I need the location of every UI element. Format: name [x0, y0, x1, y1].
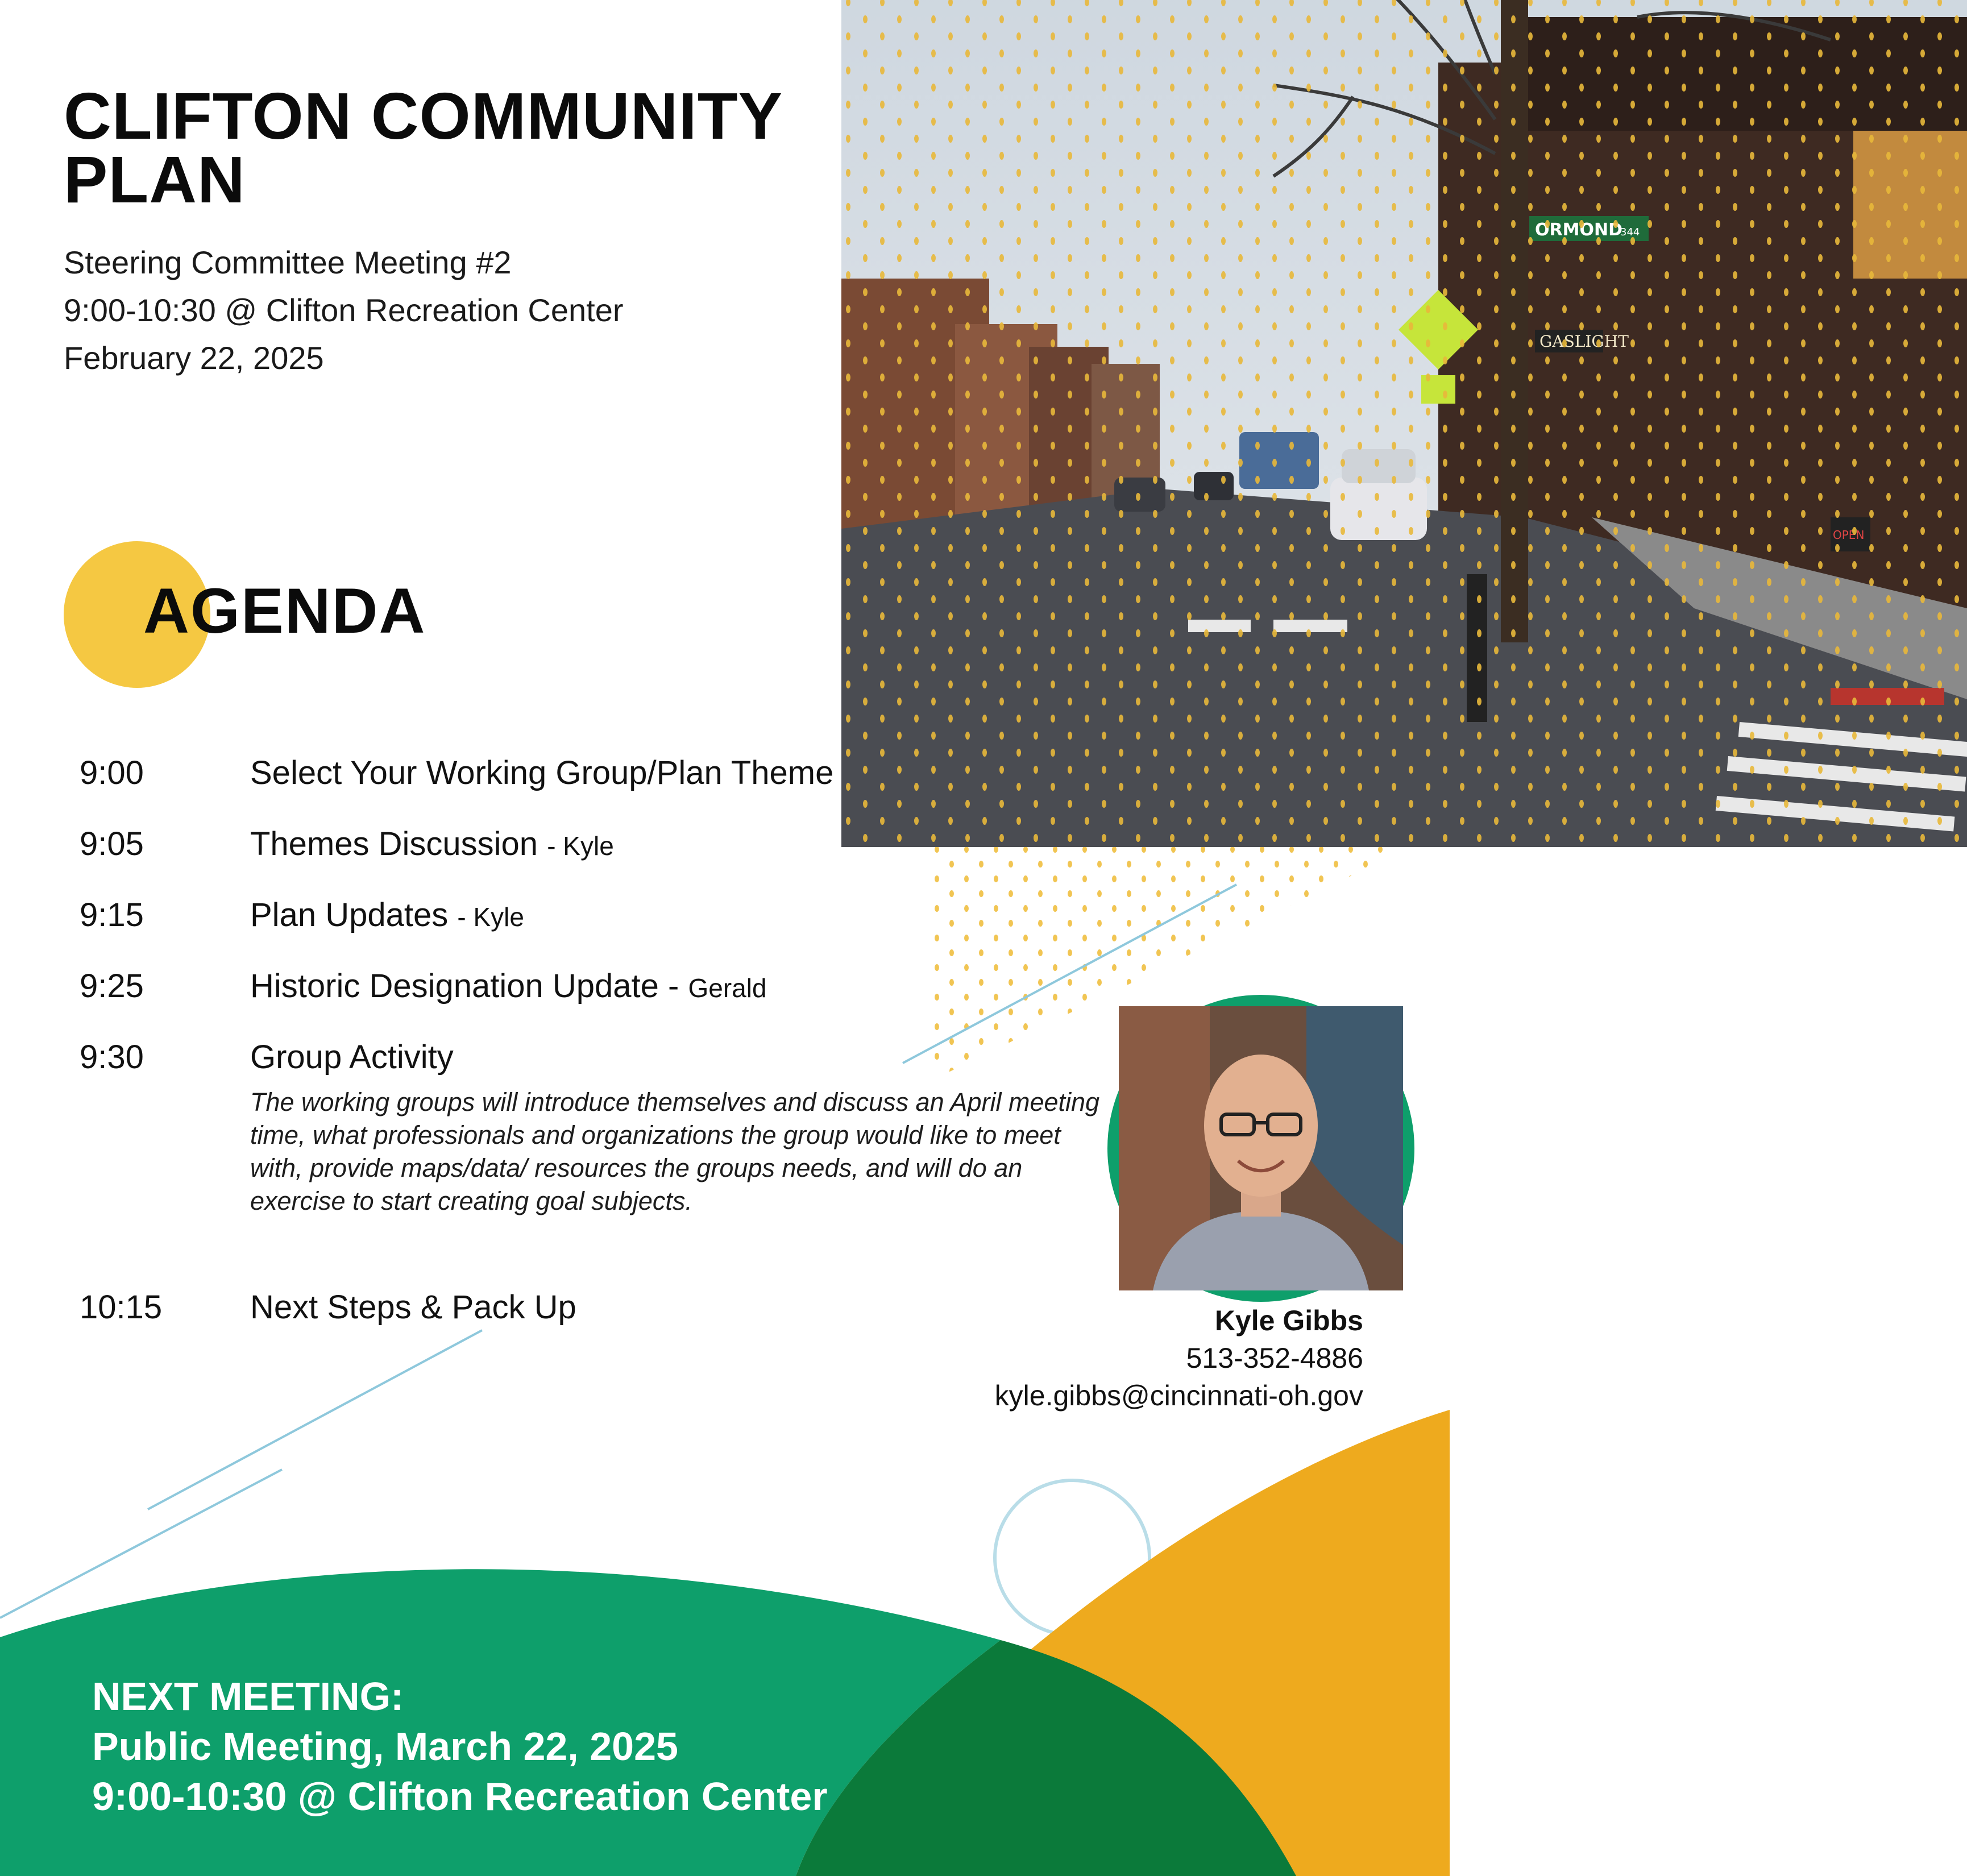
contact-email[interactable]: kyle.gibbs@cincinnati-oh.gov: [994, 1380, 1363, 1412]
agenda-presenter: - Kyle: [547, 831, 614, 861]
street-photo: [841, 0, 1967, 847]
title-line: CLIFTON COMMUNITY: [64, 79, 783, 153]
agenda-title: [250, 750, 833, 796]
next-meeting-date: Public Meeting, March 22, 2025: [92, 1724, 678, 1769]
agenda-title: [250, 964, 767, 1011]
accent-line: [148, 1330, 482, 1509]
next-meeting-label: NEXT MEETING:: [92, 1674, 404, 1719]
contact-photo: [1119, 1006, 1403, 1290]
meeting-name: Steering Committee Meeting #2: [64, 244, 512, 280]
agenda-time: 9:15: [80, 897, 144, 933]
agenda-title-text: Plan Updates: [250, 897, 449, 933]
agenda-time: 9:05: [80, 825, 144, 862]
agenda-time: 9:30: [80, 1039, 144, 1076]
contact-info: [995, 1302, 1363, 1414]
meeting-time-location: 9:00-10:30 @ Clifton Recreation Center: [64, 292, 624, 328]
contact-phone[interactable]: 513-352-4886: [1186, 1342, 1363, 1374]
agenda-title-text: Historic Designation Update -: [250, 968, 679, 1005]
agenda-presenter: Gerald: [688, 973, 767, 1003]
agenda-description: The working groups will introduce themselves and discuss an April meeting time, what professionals and organizations the group would like to meet with, provide maps/data/ resources the groups needs, and will do an exercise to start creating goal subjects.: [250, 1088, 1100, 1215]
agenda-title-text: Next Steps & Pack Up: [250, 1289, 576, 1326]
page-title: [64, 79, 860, 217]
agenda-title: [250, 1035, 454, 1080]
next-meeting: [92, 1671, 828, 1821]
meeting-details: [64, 239, 623, 382]
agenda-title-text: Select Your Working Group/Plan Theme: [250, 754, 834, 791]
meeting-date: February 22, 2025: [64, 340, 324, 376]
agenda-title-text: Group Activity: [250, 1039, 454, 1076]
agenda-title: [250, 1285, 576, 1330]
agenda-title-text: Themes Discussion: [250, 825, 538, 862]
contact-name: Kyle Gibbs: [1214, 1305, 1363, 1337]
agenda-presenter: - Kyle: [457, 902, 524, 932]
agenda-title: [250, 893, 524, 940]
agenda-heading: AGENDA: [143, 575, 426, 646]
agenda-title: [250, 821, 614, 869]
next-meeting-location: 9:00-10:30 @ Clifton Recreation Center: [92, 1774, 828, 1819]
agenda-time: 9:25: [80, 968, 144, 1005]
title-line: PLAN: [64, 143, 246, 217]
agenda-time: 10:15: [80, 1289, 163, 1326]
agenda-time: 9:00: [80, 754, 144, 791]
